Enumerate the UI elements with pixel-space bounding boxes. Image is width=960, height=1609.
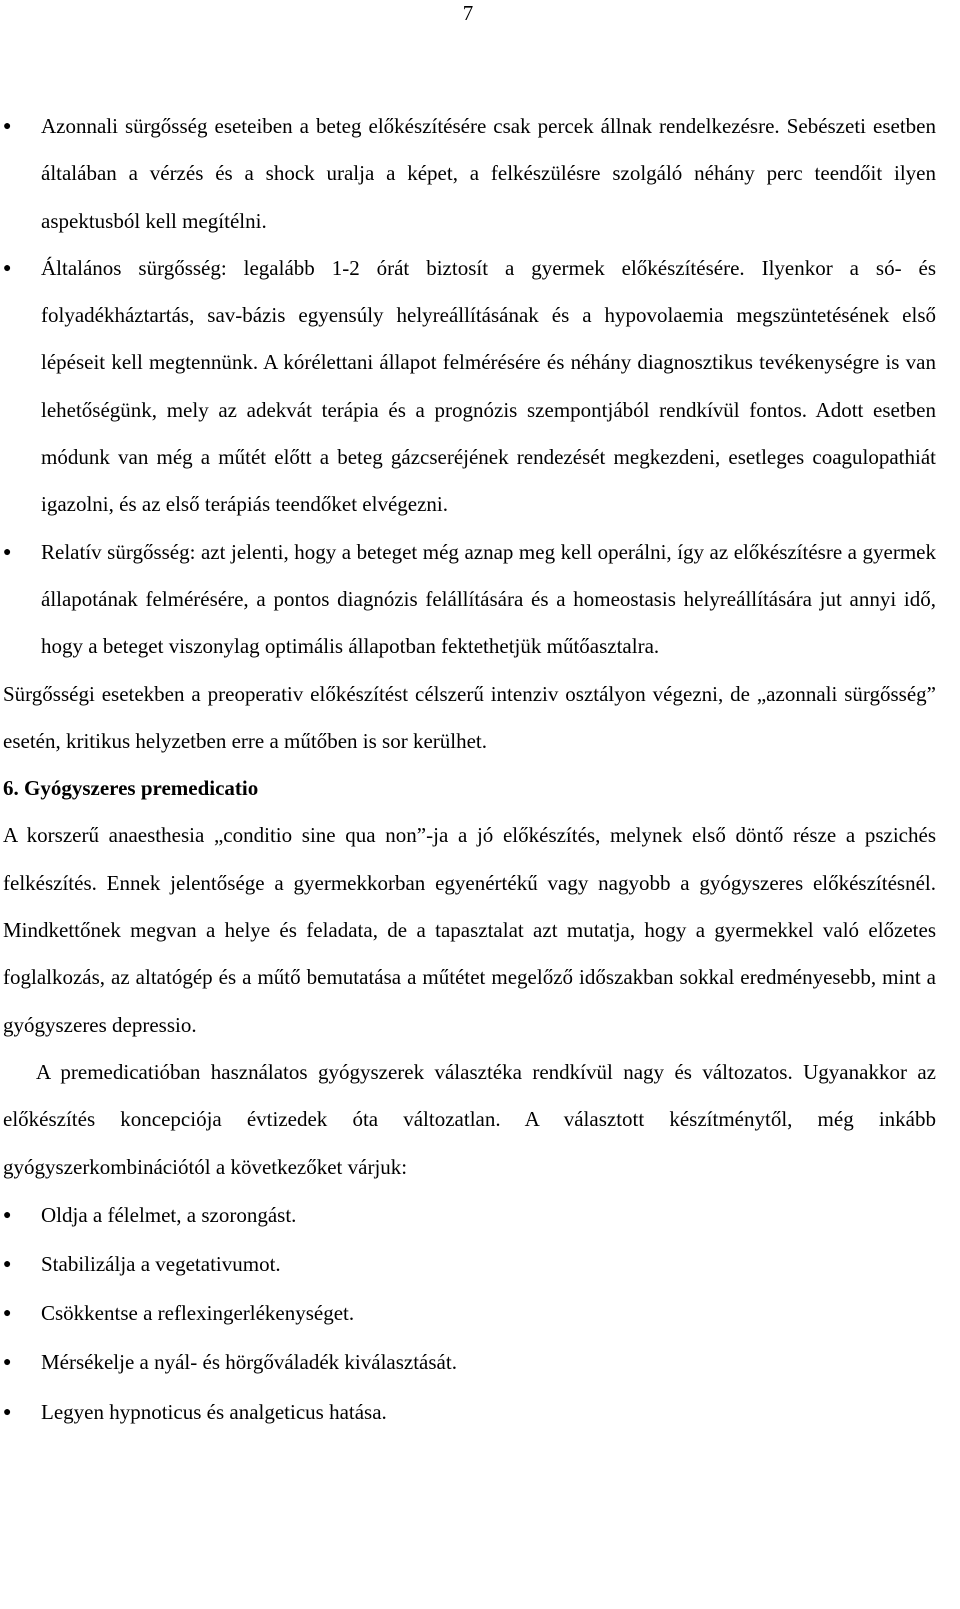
page-content [3, 103, 936, 1437]
list-item-text: Relatív sürgősség: azt jelenti, hogy a beteget még aznap meg kell operálni, így az előkészítésre a gyermek állapotának felmérésére, a pontos diagnózis felállítására és a homeostasis helyreállítására jut annyi idő, hogy a beteget viszonylag optimális állapotban fektethetjük műtőasztalra. [41, 539, 936, 659]
bullet-icon: ● [3, 1306, 12, 1322]
bullet-icon: ● [3, 1257, 12, 1273]
list-item [3, 245, 936, 529]
list-item [3, 103, 936, 245]
paragraph-anaesthesia: A korszerű anaesthesia „conditio sine qua non”-ja a jó előkészítés, melynek első döntő része a pszichés felkészítés. Ennek jelentősége a gyermekkorban egyenértékű vagy nagyobb a gyógyszeres előkészítésnél. Mindkettőnek megvan a helye és feladata, de a tapasztalat azt mutatja, hogy a gyermekkel való előzetes foglalkozás, az altatógép és a műtő bemutatása a műtétet megelőző időszakban sokkal eredményesebb, mint a gyógyszeres depressio. [3, 823, 936, 1037]
list-item [3, 1338, 936, 1387]
paragraph-preoperative: Sürgősségi esetekben a preoperativ előkészítést célszerű intenziv osztályon végezni, de „azonnali sürgősség” esetén, kritikus helyzetben erre a műtőben is sor kerülhet. [3, 681, 936, 753]
urgency-bullet-list [3, 103, 936, 671]
bullet-icon: ● [3, 1404, 12, 1420]
list-item-text: Oldja a félelmet, a szorongást. [41, 1202, 297, 1227]
bullet-icon: ● [3, 1355, 12, 1371]
list-item-text: Legyen hypnoticus és analgeticus hatása. [41, 1399, 387, 1424]
list-item [3, 1289, 936, 1338]
bullet-icon: ● [3, 260, 12, 276]
bullet-icon: ● [3, 1207, 12, 1223]
list-item-text: Csökkentse a reflexingerlékenységet. [41, 1301, 355, 1326]
list-item-text: Azonnali sürgősség eseteiben a beteg előkészítésére csak percek állnak rendelkezésre. Sebészeti esetben általában a vérzés és a shock uralja a képet, a felkészülésre szolgáló néhány perc teendőit ilyen aspektusból kell megítélni. [41, 114, 936, 233]
list-item [3, 1388, 936, 1437]
bullet-icon: ● [3, 119, 12, 134]
paragraph-premedication: A premedicatióban használatos gyógyszerek választéka rendkívül nagy és változatos. Ugyanakkor az előkészítés koncepciója évtizedek óta változatlan. A választott készítménytől, még inkább gyógyszerkombinációtól a következőket várjuk: [3, 1059, 936, 1179]
section-heading: 6. Gyógyszeres premedicatio [3, 776, 259, 801]
list-item [3, 1240, 936, 1289]
expectations-bullet-list [3, 1191, 936, 1437]
list-item [3, 529, 936, 671]
list-item [3, 1191, 936, 1240]
list-item-text: Stabilizálja a vegetativumot. [41, 1252, 281, 1277]
bullet-icon: ● [3, 544, 12, 560]
page-number: 7 [462, 1, 474, 25]
list-item-text: Általános sürgősség: legalább 1-2 órát biztosít a gyermek előkészítésére. Ilyenkor a só- és folyadékháztartás, sav-bázis egyensúly helyreállításának és a hypovolaemia megszüntetésének első lépéseit kell megtennünk. A kórélettani állapot felmérésére és néhány diagnosztikus tevékenységre is van lehetőségünk, mely az adekvát terápia és a prognózis szempontjából rendkívül fontos. Adott esetben módunk van még a műtét előtt a beteg gázcseréjének rendezését megkezdeni, esetleges coagulopathiát igazolni, és az első terápiás teendőket elvégezni. [41, 255, 936, 517]
list-item-text: Mérsékelje a nyál- és hörgőváladék kiválasztását. [41, 1350, 457, 1375]
